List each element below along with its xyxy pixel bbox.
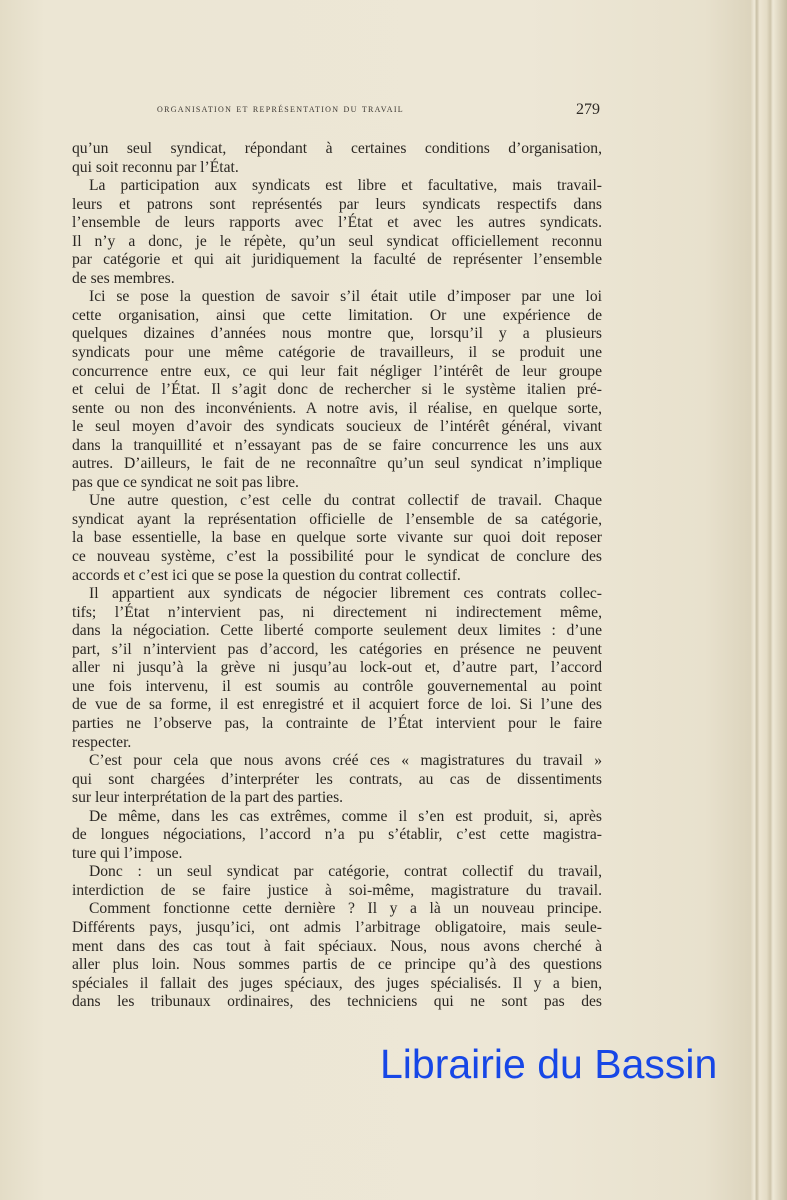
page-edge: [750, 0, 787, 1200]
body-text: [72, 140, 602, 1012]
watermark: Librairie du Bassin: [380, 1041, 718, 1087]
text-line: respecter.: [72, 733, 132, 751]
text-line: qu’un seul syndicat, répondant à certaines conditions d’organisation,: [72, 140, 602, 157]
text-line: de longues négociations, l’accord n’a pu s’établir, c’est cette magistra-: [72, 826, 602, 844]
text-line: pas que ce syndicat ne soit pas libre.: [72, 473, 299, 491]
text-line: autres. D’ailleurs, le fait de ne reconnaître qu’un seul syndicat n’implique: [72, 455, 602, 473]
text-line: qui soit reconnu par l’État.: [72, 158, 239, 176]
text-line: ture qui l’impose.: [72, 844, 183, 862]
text-line: syndicats pour une même catégorie de travailleurs, il se produit une: [72, 344, 602, 362]
text-line: Une autre question, c’est celle du contrat collectif de travail. Chaque: [89, 492, 602, 510]
text-line: leurs et patrons sont représentés par leurs syndicats respectifs dans: [72, 195, 602, 213]
text-line: quelques dizaines d’années nous montre que, lorsqu’il y a plusieurs: [72, 325, 602, 343]
text-line: la base essentielle, la base en quelque sorte vivante sur quoi doit reposer: [72, 529, 602, 547]
text-line: tifs; l’État n’intervient pas, ni directement ni indirectement même,: [72, 603, 602, 621]
text-line: et celui de l’État. Il s’agit donc de rechercher si le système italien pré-: [72, 381, 602, 399]
text-line: dans les tribunaux ordinaires, des techniciens qui ne sont pas des: [72, 993, 602, 1011]
text-line: par catégorie et qui ait juridiquement la faculté de représenter l’ensemble: [72, 251, 602, 269]
text-line: qui sont chargées d’interpréter les contrats, au cas de dissentiments: [72, 770, 602, 788]
text-line: aller ni jusqu’à la grève ni jusqu’au lock-out et, d’autre part, l’accord: [72, 659, 602, 677]
text-line: une fois intervenu, il est soumis au contrôle gouvernemental au point: [72, 677, 602, 695]
text-line: de vue de sa forme, il est enregistré et il acquiert force de loi. Si l’une des: [72, 696, 602, 714]
text-line: La participation aux syndicats est libre et facultative, mais travail-: [89, 177, 602, 195]
text-line: C’est pour cela que nous avons créé ces « magistratures du travail »: [89, 752, 602, 770]
text-line: dans la tranquillité et n’essayant pas de se faire concurrence les uns aux: [72, 436, 602, 454]
text-line: le seul moyen d’avoir des syndicats soucieux de l’intérêt général, vivant: [72, 418, 602, 436]
text-line: part, s’il n’intervient pas d’accord, les catégories en présence ne peuvent: [72, 640, 602, 658]
text-line: aller plus loin. Nous sommes partis de ce principe qu’à des questions: [72, 956, 602, 974]
text-line: concurrence entre eux, ce qui leur fait négliger l’intérêt de leur groupe: [72, 362, 602, 380]
text-line: syndicat ayant la représentation officielle de l’ensemble de sa catégorie,: [72, 510, 602, 528]
text-line: sente ou non des inconvénients. A notre avis, il réalise, en quelque sorte,: [72, 399, 602, 417]
text-line: Donc : un seul syndicat par catégorie, contrat collectif du travail,: [89, 863, 602, 881]
text-line: accords et c’est ici que se pose la question du contrat collectif.: [72, 566, 461, 584]
text-line: de ses membres.: [72, 269, 175, 287]
text-line: Ici se pose la question de savoir s’il était utile d’imposer par une loi: [89, 288, 602, 306]
text-line: sur leur interprétation de la part des parties.: [72, 789, 344, 807]
page-number: 279: [576, 101, 600, 118]
text-line: cette organisation, ainsi que cette limitation. Or une expérience de: [72, 306, 602, 324]
text-line: interdiction de se faire justice à soi-même, magistrature du travail.: [72, 881, 602, 899]
running-head: organisation et représentation du travail: [157, 103, 404, 115]
text-line: De même, dans les cas extrêmes, comme il s’en est produit, si, après: [89, 807, 602, 825]
text-line: Différents pays, jusqu’ici, ont admis l’arbitrage obligatoire, mais seule-: [72, 918, 602, 936]
text-line: Il n’y a donc, je le répète, qu’un seul syndicat officiellement reconnu: [72, 232, 602, 250]
text-line: Il appartient aux syndicats de négocier librement ces contrats collec-: [89, 585, 602, 603]
text-line: parties ne l’observe pas, la contrainte de l’État intervient pour le faire: [72, 714, 602, 732]
text-line: spéciales il fallait des juges spéciaux, des juges spécialisés. Il y a bien,: [72, 974, 602, 992]
text-line: l’ensemble de leurs rapports avec l’État et avec les autres syndicats.: [72, 214, 602, 232]
text-line: ce nouveau système, c’est la possibilité pour le syndicat de conclure des: [72, 548, 602, 566]
text-line: Comment fonctionne cette dernière ? Il y a là un nouveau principe.: [89, 900, 602, 918]
text-line: ment dans des cas tout à fait spéciaux. Nous, nous avons cherché à: [72, 937, 602, 955]
text-line: dans la négociation. Cette liberté comporte seulement deux limites : d’une: [72, 622, 602, 640]
